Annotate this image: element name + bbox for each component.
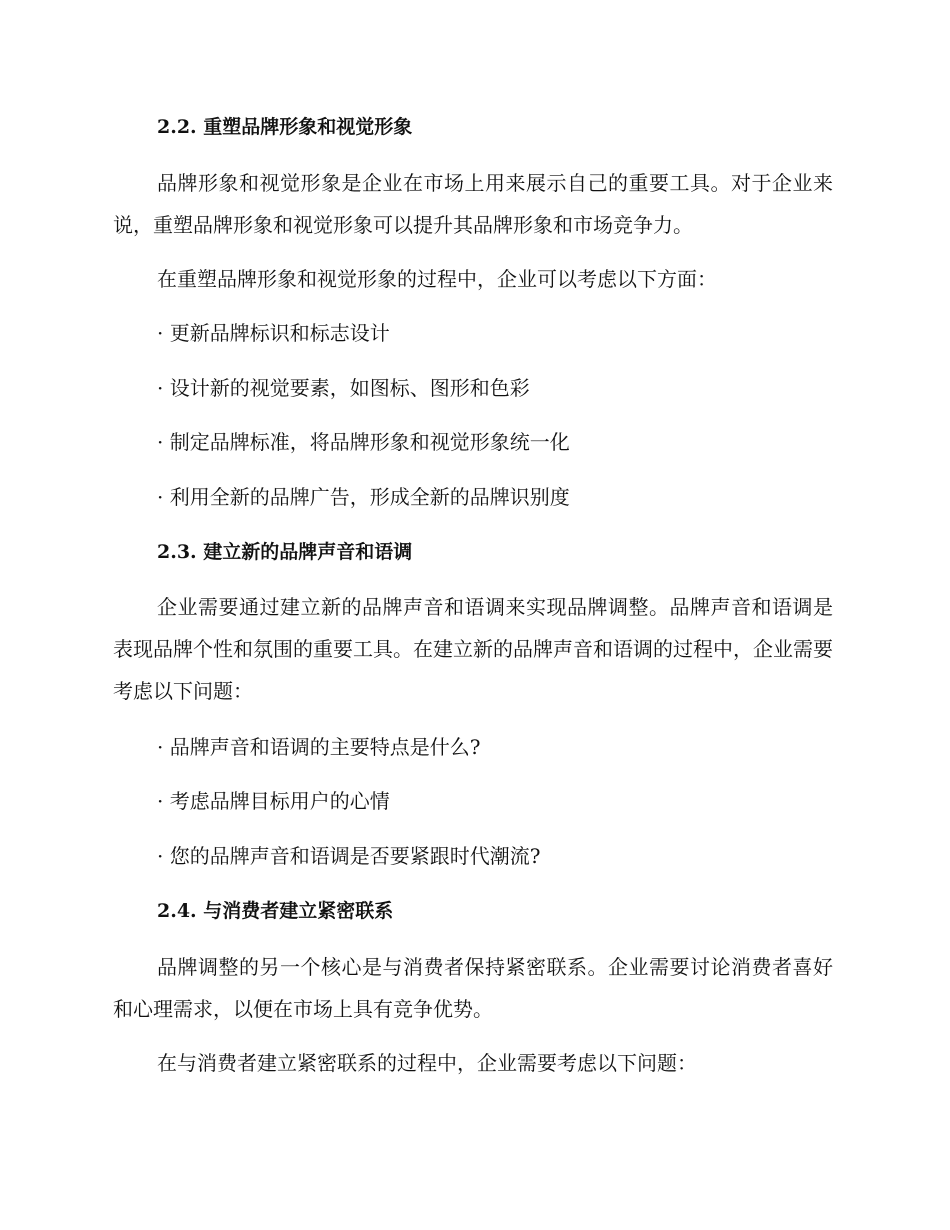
bullet-item: · 制定品牌标准，将品牌形象和视觉形象统一化	[157, 430, 570, 454]
paragraph: 在重塑品牌形象和视觉形象的过程中，企业可以考虑以下方面：	[157, 267, 717, 291]
section-heading-2-2: 2.2. 重塑品牌形象和视觉形象	[157, 116, 413, 138]
bullet-item: · 品牌声音和语调的主要特点是什么?	[157, 735, 481, 759]
paragraph: 品牌调整的另一个核心是与消费者保持紧密联系。企业需要讨论消费者喜好和心理需求，以便在市场上具有竞争优势。	[113, 955, 833, 1021]
paragraph: 品牌形象和视觉形象是企业在市场上用来展示自己的重要工具。对于企业来说，重塑品牌形象和视觉形象可以提升其品牌形象和市场竞争力。	[113, 171, 833, 237]
paragraph: 企业需要通过建立新的品牌声音和语调来实现品牌调整。品牌声音和语调是表现品牌个性和氛围的重要工具。在建立新的品牌声音和语调的过程中，企业需要考虑以下问题：	[113, 595, 833, 703]
bullet-item: · 您的品牌声音和语调是否要紧跟时代潮流?	[157, 844, 541, 868]
bullet-item: · 更新品牌标识和标志设计	[157, 321, 390, 345]
bullet-item: · 利用全新的品牌广告，形成全新的品牌识别度	[157, 485, 570, 509]
paragraph: 在与消费者建立紧密联系的过程中，企业需要考虑以下问题：	[157, 1051, 697, 1075]
bullet-item: · 设计新的视觉要素，如图标、图形和色彩	[157, 376, 530, 400]
section-heading-2-4: 2.4. 与消费者建立紧密联系	[157, 900, 394, 922]
section-heading-2-3: 2.3. 建立新的品牌声音和语调	[157, 541, 413, 563]
bullet-item: · 考虑品牌目标用户的心情	[157, 789, 390, 813]
